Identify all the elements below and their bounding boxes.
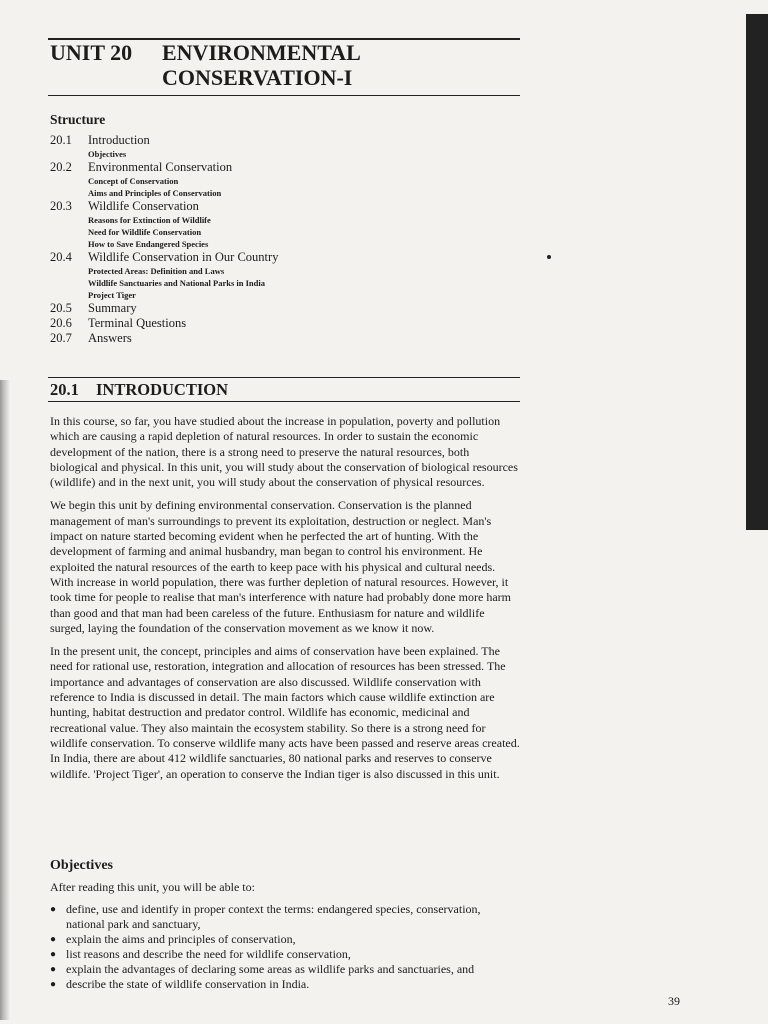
heading-bottom-rule xyxy=(48,95,520,96)
section-number: 20.1 xyxy=(50,380,79,399)
toc-number: 20.6 xyxy=(50,316,72,330)
toc-subitem: Project Tiger xyxy=(88,290,136,300)
toc-item xyxy=(50,301,490,316)
section-title: INTRODUCTION xyxy=(96,380,229,399)
toc-subitem: Reasons for Extinction of Wildlife xyxy=(88,215,211,225)
paragraph: In this course, so far, you have studied about the increase in population, poverty and pollution which are causing a rapid depletion of natural resources. In order to sustain the economic development of the nation, there is a strong need to preserve the natural resources, both biological and physical. In this unit, you will study about the conservation of biological resources (wildlife) and in the next unit, you will study about the conservation of physical resources. xyxy=(50,414,518,490)
toc-item xyxy=(50,133,490,160)
objective-item: ● list reasons and describe the need for wildlife conservation, xyxy=(50,947,520,962)
introduction-body xyxy=(50,414,520,790)
toc-number: 20.3 xyxy=(50,199,72,213)
objective-item: ● define, use and identify in proper context the terms: endangered species, conservation, national park and sanctuary, xyxy=(50,902,520,932)
toc-label: Environmental Conservation xyxy=(88,160,233,174)
page-number: 39 xyxy=(668,994,680,1008)
section-heading xyxy=(50,380,228,400)
toc-subitem: Need for Wildlife Conservation xyxy=(88,227,202,237)
toc-subitem: How to Save Endangered Species xyxy=(88,239,209,249)
toc-number: 20.7 xyxy=(50,331,72,345)
section-top-rule xyxy=(48,377,520,378)
objectives-title: Objectives xyxy=(50,858,113,873)
toc-number: 20.5 xyxy=(50,301,72,315)
toc-number: 20.4 xyxy=(50,250,72,264)
objectives-intro: After reading this unit, you will be able to: xyxy=(50,880,255,894)
paragraph: In the present unit, the concept, principles and aims of conservation have been explained. The need for rational use, restoration, integration and allocation of resources has been stressed. The importance and advantages of conservation are also discussed. Wildlife conservation with reference to India is discussed in detail. The main factors which cause wildlife extinction are hunting, habitat destruction and predator control. Wildlife has economic, medicinal and recreational value. They also maintain the ecosystem stability. So there is a strong need for wildlife conservation. To conserve wildlife many acts have been passed and reserve areas created. In India, there are about 412 wildlife sanctuaries, 80 national parks and reserves to conserve wildlife. 'Project Tiger', an operation to conserve the Indian tiger is also discussed in this unit. xyxy=(50,644,520,781)
toc-subitem: Aims and Principles of Conservation xyxy=(88,188,222,198)
toc-item xyxy=(50,250,490,301)
structure-title: Structure xyxy=(50,112,106,127)
toc-subitem: Wildlife Sanctuaries and National Parks in India xyxy=(88,278,265,288)
objective-item: ● explain the advantages of declaring some areas as wildlife parks and sanctuaries, and xyxy=(50,962,520,977)
toc-label: Wildlife Conservation xyxy=(88,199,199,213)
toc-item xyxy=(50,160,490,199)
objective-item: ● explain the aims and principles of conservation, xyxy=(50,932,520,947)
toc-subitem: Objectives xyxy=(88,149,127,159)
toc-number: 20.2 xyxy=(50,160,72,174)
toc-label: Wildlife Conservation in Our Country xyxy=(88,250,279,264)
toc-item xyxy=(50,199,490,250)
toc-label: Introduction xyxy=(88,133,150,147)
toc-subitem: Protected Areas: Definition and Laws xyxy=(88,266,225,276)
toc-subitem: Concept of Conservation xyxy=(88,176,179,186)
unit-title-line2: CONSERVATION-I xyxy=(162,65,353,90)
paragraph: We begin this unit by defining environmental conservation. Conservation is the planned management of man's surroundings to prevent its exploitation, destruction or neglect. Man's impact on nature started becoming evident when he perfected the art of hunting. With the development of farming and animal husbandry, man began to control his environment. He exploited the natural resources of the earth to keep pace with his physical and cultural needs. With increase in world population, there was further depletion of natural resources. However, it took time for people to realise that man's interference with nature had probably done more harm than good and that man had been careless of the future. Enthusiasm for nature and wildlife surged, laying the foundation of the conservation movement as we know it now. xyxy=(50,498,511,635)
scan-margin-shadow xyxy=(0,380,10,1020)
unit-heading xyxy=(50,40,520,90)
toc-label: Answers xyxy=(88,331,132,345)
toc-label: Terminal Questions xyxy=(88,316,187,330)
objectives-list xyxy=(50,902,520,992)
scan-binding-edge xyxy=(746,14,768,530)
scan-speck xyxy=(547,255,551,259)
table-of-contents xyxy=(50,133,490,346)
toc-item xyxy=(50,331,490,346)
section-bottom-rule xyxy=(48,401,520,402)
objective-item: ● describe the state of wildlife conservation in India. xyxy=(50,977,520,992)
toc-item xyxy=(50,316,490,331)
toc-label: Summary xyxy=(88,301,137,315)
unit-title-line1: ENVIRONMENTAL xyxy=(162,40,361,65)
unit-number: UNIT 20 xyxy=(50,40,133,65)
toc-number: 20.1 xyxy=(50,133,72,147)
